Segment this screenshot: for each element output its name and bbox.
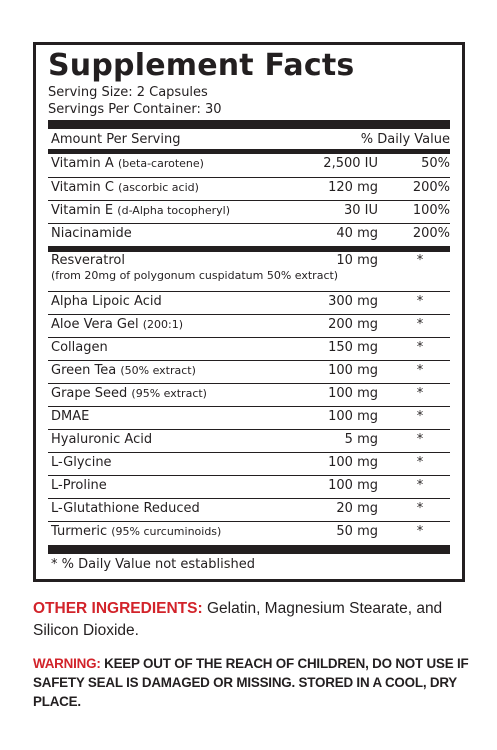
ingredient-name xyxy=(51,180,199,195)
ingredient-dv: * xyxy=(416,455,424,470)
panel-title: Supplement Facts xyxy=(48,48,355,83)
table-row xyxy=(48,406,450,426)
ingredient-dv: * xyxy=(416,409,424,424)
ingredient-name xyxy=(51,455,112,470)
ingredient-detail: (200:1) xyxy=(142,318,184,331)
ingredient-dv: * xyxy=(416,253,424,268)
ingredient-name-text: Turmeric xyxy=(51,524,108,539)
ingredient-amount: 100 mg xyxy=(328,386,378,401)
ingredient-name xyxy=(51,501,200,516)
table-row xyxy=(48,291,450,311)
ingredient-amount: 100 mg xyxy=(328,478,378,493)
ingredient-name xyxy=(51,156,204,171)
ingredient-dv: * xyxy=(416,386,424,401)
ingredient-detail: (95% curcuminoids) xyxy=(111,525,222,538)
ingredient-name-text: Green Tea xyxy=(51,363,117,378)
ingredient-name xyxy=(51,340,108,355)
ingredient-name-text: Hyaluronic Acid xyxy=(51,432,153,447)
ingredient-name xyxy=(51,386,207,401)
ingredient-dv: * xyxy=(416,294,424,309)
supplement-facts-panel xyxy=(33,42,465,582)
warning-statement xyxy=(33,654,483,711)
ingredient-name-text: L-Proline xyxy=(51,478,107,493)
ingredient-name-text: DMAE xyxy=(51,409,90,424)
ingredient-dv: * xyxy=(416,478,424,493)
ingredient-detail: (beta-carotene) xyxy=(117,157,204,170)
ingredient-detail: (50% extract) xyxy=(120,364,196,377)
column-header xyxy=(48,130,450,150)
ingredient-amount: 40 mg xyxy=(336,226,378,241)
thick-divider-bottom xyxy=(48,545,450,554)
ingredient-name xyxy=(51,478,107,493)
ingredient-dv: 200% xyxy=(412,180,450,195)
other-ingredients-text: Gelatin, Magnesium Stearate, and Silicon Dioxide. xyxy=(33,600,443,639)
ingredient-dv: * xyxy=(416,317,424,332)
footnote: * % Daily Value not established xyxy=(51,557,255,572)
ingredient-dv: * xyxy=(416,363,424,378)
ingredient-name-text: Alpha Lipoic Acid xyxy=(51,294,162,309)
table-row-resveratrol xyxy=(48,251,450,291)
ingredient-amount: 2,500 IU xyxy=(323,156,378,171)
table-row xyxy=(48,154,450,174)
ingredient-name-text: L-Glycine xyxy=(51,455,112,470)
ingredient-name xyxy=(51,317,183,332)
serving-size: Serving Size: 2 Capsules xyxy=(48,85,208,100)
table-row xyxy=(48,452,450,472)
ingredient-name-text: Vitamin A xyxy=(51,156,114,171)
table-row xyxy=(48,360,450,380)
ingredient-name xyxy=(51,524,221,539)
table-row xyxy=(48,337,450,357)
ingredient-name-text: Vitamin C xyxy=(51,180,115,195)
ingredient-detail: (ascorbic acid) xyxy=(118,181,199,194)
ingredient-name-text: Aloe Vera Gel xyxy=(51,317,139,332)
ingredient-amount: 20 mg xyxy=(336,501,378,516)
ingredient-detail: (d-Alpha tocopheryl) xyxy=(117,204,230,217)
ingredient-name xyxy=(51,363,196,378)
ingredient-name-text: Niacinamide xyxy=(51,226,132,241)
ingredient-amount: 100 mg xyxy=(328,363,378,378)
ingredient-name-text: L-Glutathione Reduced xyxy=(51,501,200,516)
ingredient-dv: * xyxy=(416,501,424,516)
ingredient-dv: * xyxy=(416,432,424,447)
ingredient-amount: 5 mg xyxy=(344,432,378,447)
other-ingredients-label: OTHER INGREDIENTS: xyxy=(33,600,203,617)
thick-divider-top xyxy=(48,120,450,129)
amount-header: Amount Per Serving xyxy=(51,132,181,147)
table-row xyxy=(48,475,450,495)
other-ingredients xyxy=(33,598,483,642)
table-row xyxy=(48,223,450,243)
ingredient-amount: 100 mg xyxy=(328,455,378,470)
table-row xyxy=(48,177,450,197)
table-row xyxy=(48,429,450,449)
ingredient-name-text: Vitamin E xyxy=(51,203,114,218)
ingredient-name xyxy=(51,203,230,218)
ingredient-name xyxy=(51,294,162,309)
table-row xyxy=(48,383,450,403)
ingredient-source-note: (from 20mg of polygonum cuspidatum 50% extract) xyxy=(51,269,339,282)
ingredient-dv: 100% xyxy=(412,203,450,218)
servings-per-container: Servings Per Container: 30 xyxy=(48,102,222,117)
ingredient-dv: * xyxy=(416,524,424,539)
table-row xyxy=(48,521,450,541)
panel-inner xyxy=(48,45,450,579)
ingredient-name xyxy=(51,226,132,241)
ingredient-name-text: Grape Seed xyxy=(51,386,128,401)
ingredient-amount: 200 mg xyxy=(328,317,378,332)
ingredient-amount: 50 mg xyxy=(336,524,378,539)
ingredient-amount: 30 IU xyxy=(343,203,378,218)
ingredient-dv: 50% xyxy=(421,156,450,171)
ingredient-name xyxy=(51,409,89,424)
daily-value-header: % Daily Value xyxy=(360,132,450,147)
ingredient-amount: 150 mg xyxy=(328,340,378,355)
table-row xyxy=(48,200,450,220)
ingredient-amount: 100 mg xyxy=(328,409,378,424)
ingredient-dv: 200% xyxy=(412,226,450,241)
ingredient-name: Resveratrol xyxy=(51,253,125,268)
ingredient-detail: (95% extract) xyxy=(131,387,207,400)
ingredient-amount: 120 mg xyxy=(328,180,378,195)
ingredient-amount: 10 mg xyxy=(336,253,378,268)
ingredient-name xyxy=(51,432,152,447)
warning-label: WARNING: xyxy=(33,656,101,671)
ingredient-dv: * xyxy=(416,340,424,355)
ingredient-name-text: Collagen xyxy=(51,340,108,355)
table-row xyxy=(48,314,450,334)
warning-text: KEEP OUT OF THE REACH OF CHILDREN, DO NOT USE IF SAFETY SEAL IS DAMAGED OR MISSING. STORED IN A COOL, DRY PLACE. xyxy=(33,656,469,709)
table-row xyxy=(48,498,450,518)
ingredient-amount: 300 mg xyxy=(328,294,378,309)
